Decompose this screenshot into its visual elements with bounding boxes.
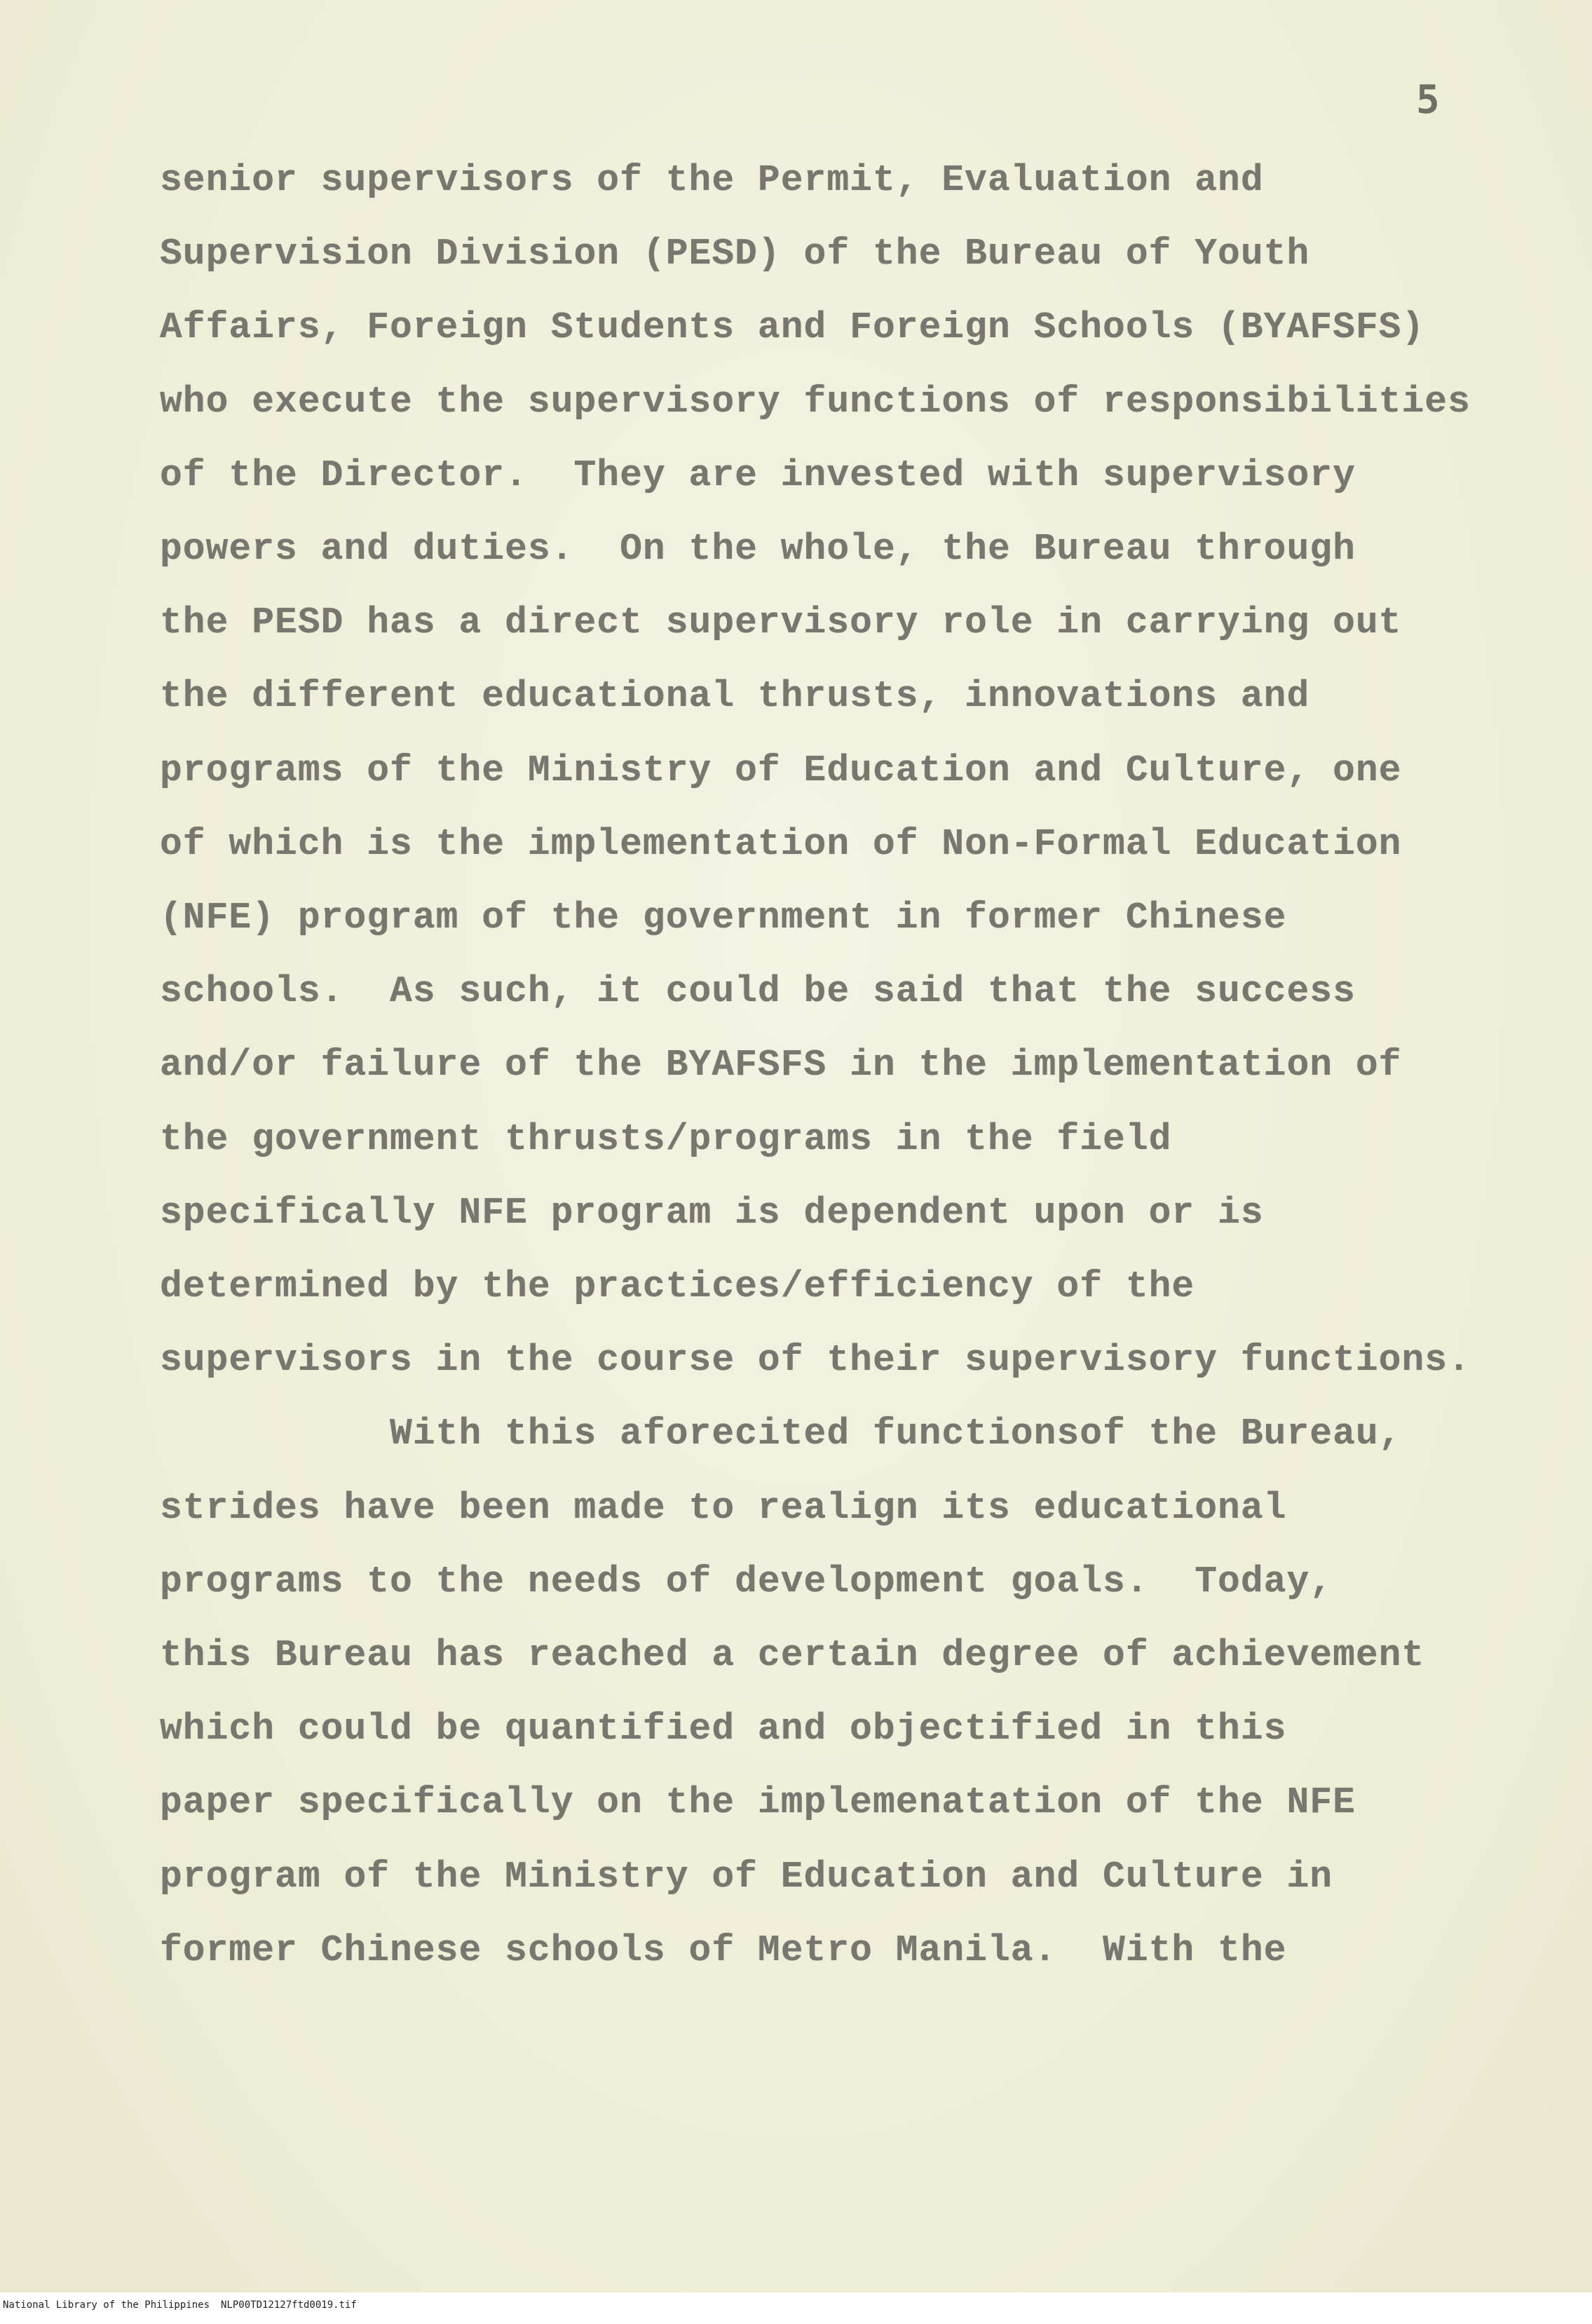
text-line: programs of the Ministry of Education and Culture, one <box>160 749 1402 791</box>
text-line: With this aforecited functionsof the Bureau, <box>160 1413 1402 1455</box>
text-line: Supervision Division (PESD) of the Bureau of Youth <box>160 233 1310 276</box>
text-line: program of the Ministry of Education and Culture in <box>160 1855 1333 1898</box>
text-line: (NFE) program of the government in former Chinese <box>160 897 1287 939</box>
text-line: supervisors in the course of their supervisory functions. <box>160 1339 1471 1382</box>
text-line: powers and duties. On the whole, the Bureau through <box>160 528 1356 571</box>
text-line: schools. As such, it could be said that the success <box>160 970 1356 1013</box>
text-line: programs to the needs of development goals. Today, <box>160 1560 1333 1603</box>
text-line: paper specifically on the implemenatation of the NFE <box>160 1781 1356 1824</box>
text-line: senior supervisors of the Permit, Evaluation and <box>160 159 1264 201</box>
text-line: strides have been made to realign its educational <box>160 1486 1287 1529</box>
text-line: the PESD has a direct supervisory role in carrying out <box>160 602 1402 644</box>
text-line: specifically NFE program is dependent upon or is <box>160 1191 1264 1234</box>
text-line: this Bureau has reached a certain degree of achievement <box>160 1634 1425 1677</box>
text-line: of which is the implementation of Non-Formal Education <box>160 822 1402 865</box>
text-line: determined by the practices/efficiency of the <box>160 1265 1195 1308</box>
text-line: Affairs, Foreign Students and Foreign Schools (BYAFSFS) <box>160 306 1425 349</box>
footer-filename: NLP00TD12127ftd0019.tif <box>221 2299 357 2311</box>
text-line: of the Director. They are invested with supervisory <box>160 454 1356 496</box>
text-line: which could be quantified and objectified in this <box>160 1708 1287 1751</box>
text-line: and/or failure of the BYAFSFS in the implementation of <box>160 1044 1402 1087</box>
footer-library-name: National Library of the Philippines <box>3 2299 210 2311</box>
text-line: the government thrusts/programs in the field <box>160 1117 1172 1160</box>
typed-body-text <box>160 144 1492 1987</box>
text-line: who execute the supervisory functions of responsibilities <box>160 380 1471 423</box>
scan-footer <box>0 2292 1592 2324</box>
text-line: former Chinese schools of Metro Manila. With the <box>160 1929 1287 1971</box>
page-number: 5 <box>1416 77 1440 123</box>
text-line: the different educational thrusts, innovations and <box>160 675 1310 718</box>
